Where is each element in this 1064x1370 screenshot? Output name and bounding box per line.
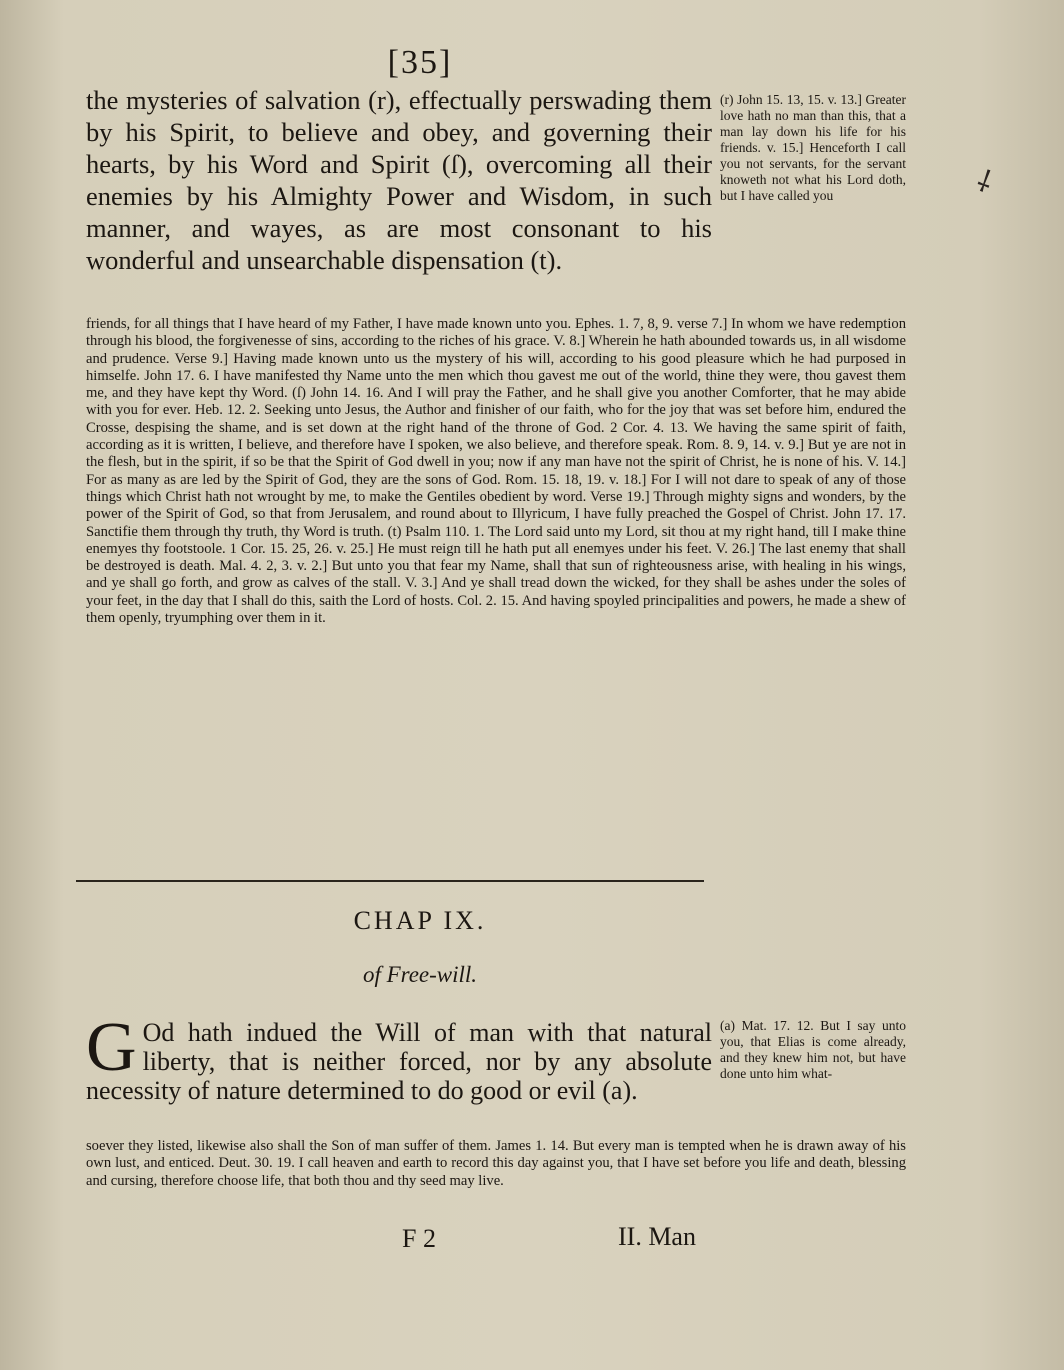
section-divider (76, 880, 704, 882)
lower-side-note: (a) Mat. 17. 12. But I say unto you, that Elias is come already, and they knew him not, but have done unto him what- (720, 1018, 906, 1081)
upper-main-text: the mysteries of salvation (r), effectually perswading them by his Spirit, to believe and obey, and governing their hearts, by his Word and Spirit (ſ), overcoming all their enemies by his Almighty Power and Wisdom, in such manner, and wayes, as are most consonant to his wonderful and unsearchable dispensation (t). (86, 85, 712, 275)
upper-footnotes: friends, for all things that I have heard of my Father, I have made known unto you. Ephes. 1. 7, 8, 9. verse 7.] In whom we have redemption through his blood, the forgivenesse of sins, according to the riches of his grace. V. 8.] Wherein he hath abounded towards us, in all wisdome and prudence. Verse 9.] Having made known unto us the mystery of his will, according to his good pleasure which he had purposed in himselfe. John 17. 6. I have manifested thy Name unto the men which thou gavest me out of the world, thine they were, thou gavest them me, and they have kept thy Word. (ſ) John 14. 16. And I will pray the Father, and he shall give you another Comforter, that he may abide with you for ever. Heb. 12. 2. Seeking unto Jesus, the Author and finisher of our faith, who for the joy that was set before him, endured the Crosse, despising the shame, and is set down at the right hand of the throne of God. 2 Cor. 4. 13. We having the same spirit of faith, according as it is written, I believe, and therefore have I spoken, we also believe, and therefore speak. Rom. 8. 9, 14. v. 9.] But ye are not in the flesh, but in the spirit, if so be that the Spirit of God dwell in you; now if any man have not the spirit of Christ, he is none of his. V. 14.] For as many as are led by the Spirit of God, they are the sons of God. Rom. 15. 18, 19. v. 18.] For I will not dare to speak of any of those things which Christ hath not wrought by me, to make the Gentiles obedient by word. Verse 19.] Through mighty signs and wonders, by the power of the Spirit of God, so that from Jerusalem, and round about to Illyricum, I have fully preached the Gospel of Christ. John 17. 17. Sanctifie them through thy truth, thy Word is truth. (t) Psalm 110. 1. The Lord said unto my Lord, sit thou at my right hand, till I make thine enemyes thy footstoole. 1 Cor. 15. 25, 26. v. 25.] He must reign till he hath put all enemyes under his feet. V. 26.] The last enemy that shall be destroyed is death. Mal. 4. 2, 3. v. 2.] But unto you that fear my Name, shall that sun of righteousness arise, with healing in his wings, and ye shall go forth, and grow as calves of the stall. V. 3.] And ye shall tread down the wicked, for they shall be ashes under the soles of your feet, in the day that I shall do this, saith the Lord of hosts. Col. 2. 15. And having spoyled principalities and powers, he made a shew of them openly, tryumphing over them in it. (86, 316, 906, 627)
chapter-heading: CHAP IX. (353, 906, 487, 935)
ink-speck-mark: ⸸ (972, 164, 997, 201)
chapter-body-text: Od hath indued the Will of man with that natural liberty, that is neither forced, nor by any absolute necessity of nature determined to do good or evil (a). (86, 1018, 712, 1105)
chapter-body (86, 1009, 712, 1105)
drop-cap: G (86, 1009, 137, 1086)
signature-mark: F 2 (402, 1224, 436, 1253)
chapter-subtitle: of Free-will. (362, 962, 478, 987)
catchword: II. Man (618, 1222, 696, 1251)
upper-side-note: (r) John 15. 13, 15. v. 13.] Greater love hath no man than this, that a man lay down his life for his friends. v. 15.] Henceforth I call you not servants, for the servant knoweth not what his Lord doth, but I have called you (720, 92, 906, 203)
lower-footnotes: soever they listed, likewise also shall the Son of man suffer of them. James 1. 14. But every man is tempted when he is drawn away of his own lust, and enticed. Deut. 30. 19. I call heaven and earth to record this day against you, that I have set before you life and death, blessing and cursing, therefore choose life, that both thou and thy seed may live. (86, 1138, 906, 1189)
page-number: [35] (387, 44, 453, 81)
